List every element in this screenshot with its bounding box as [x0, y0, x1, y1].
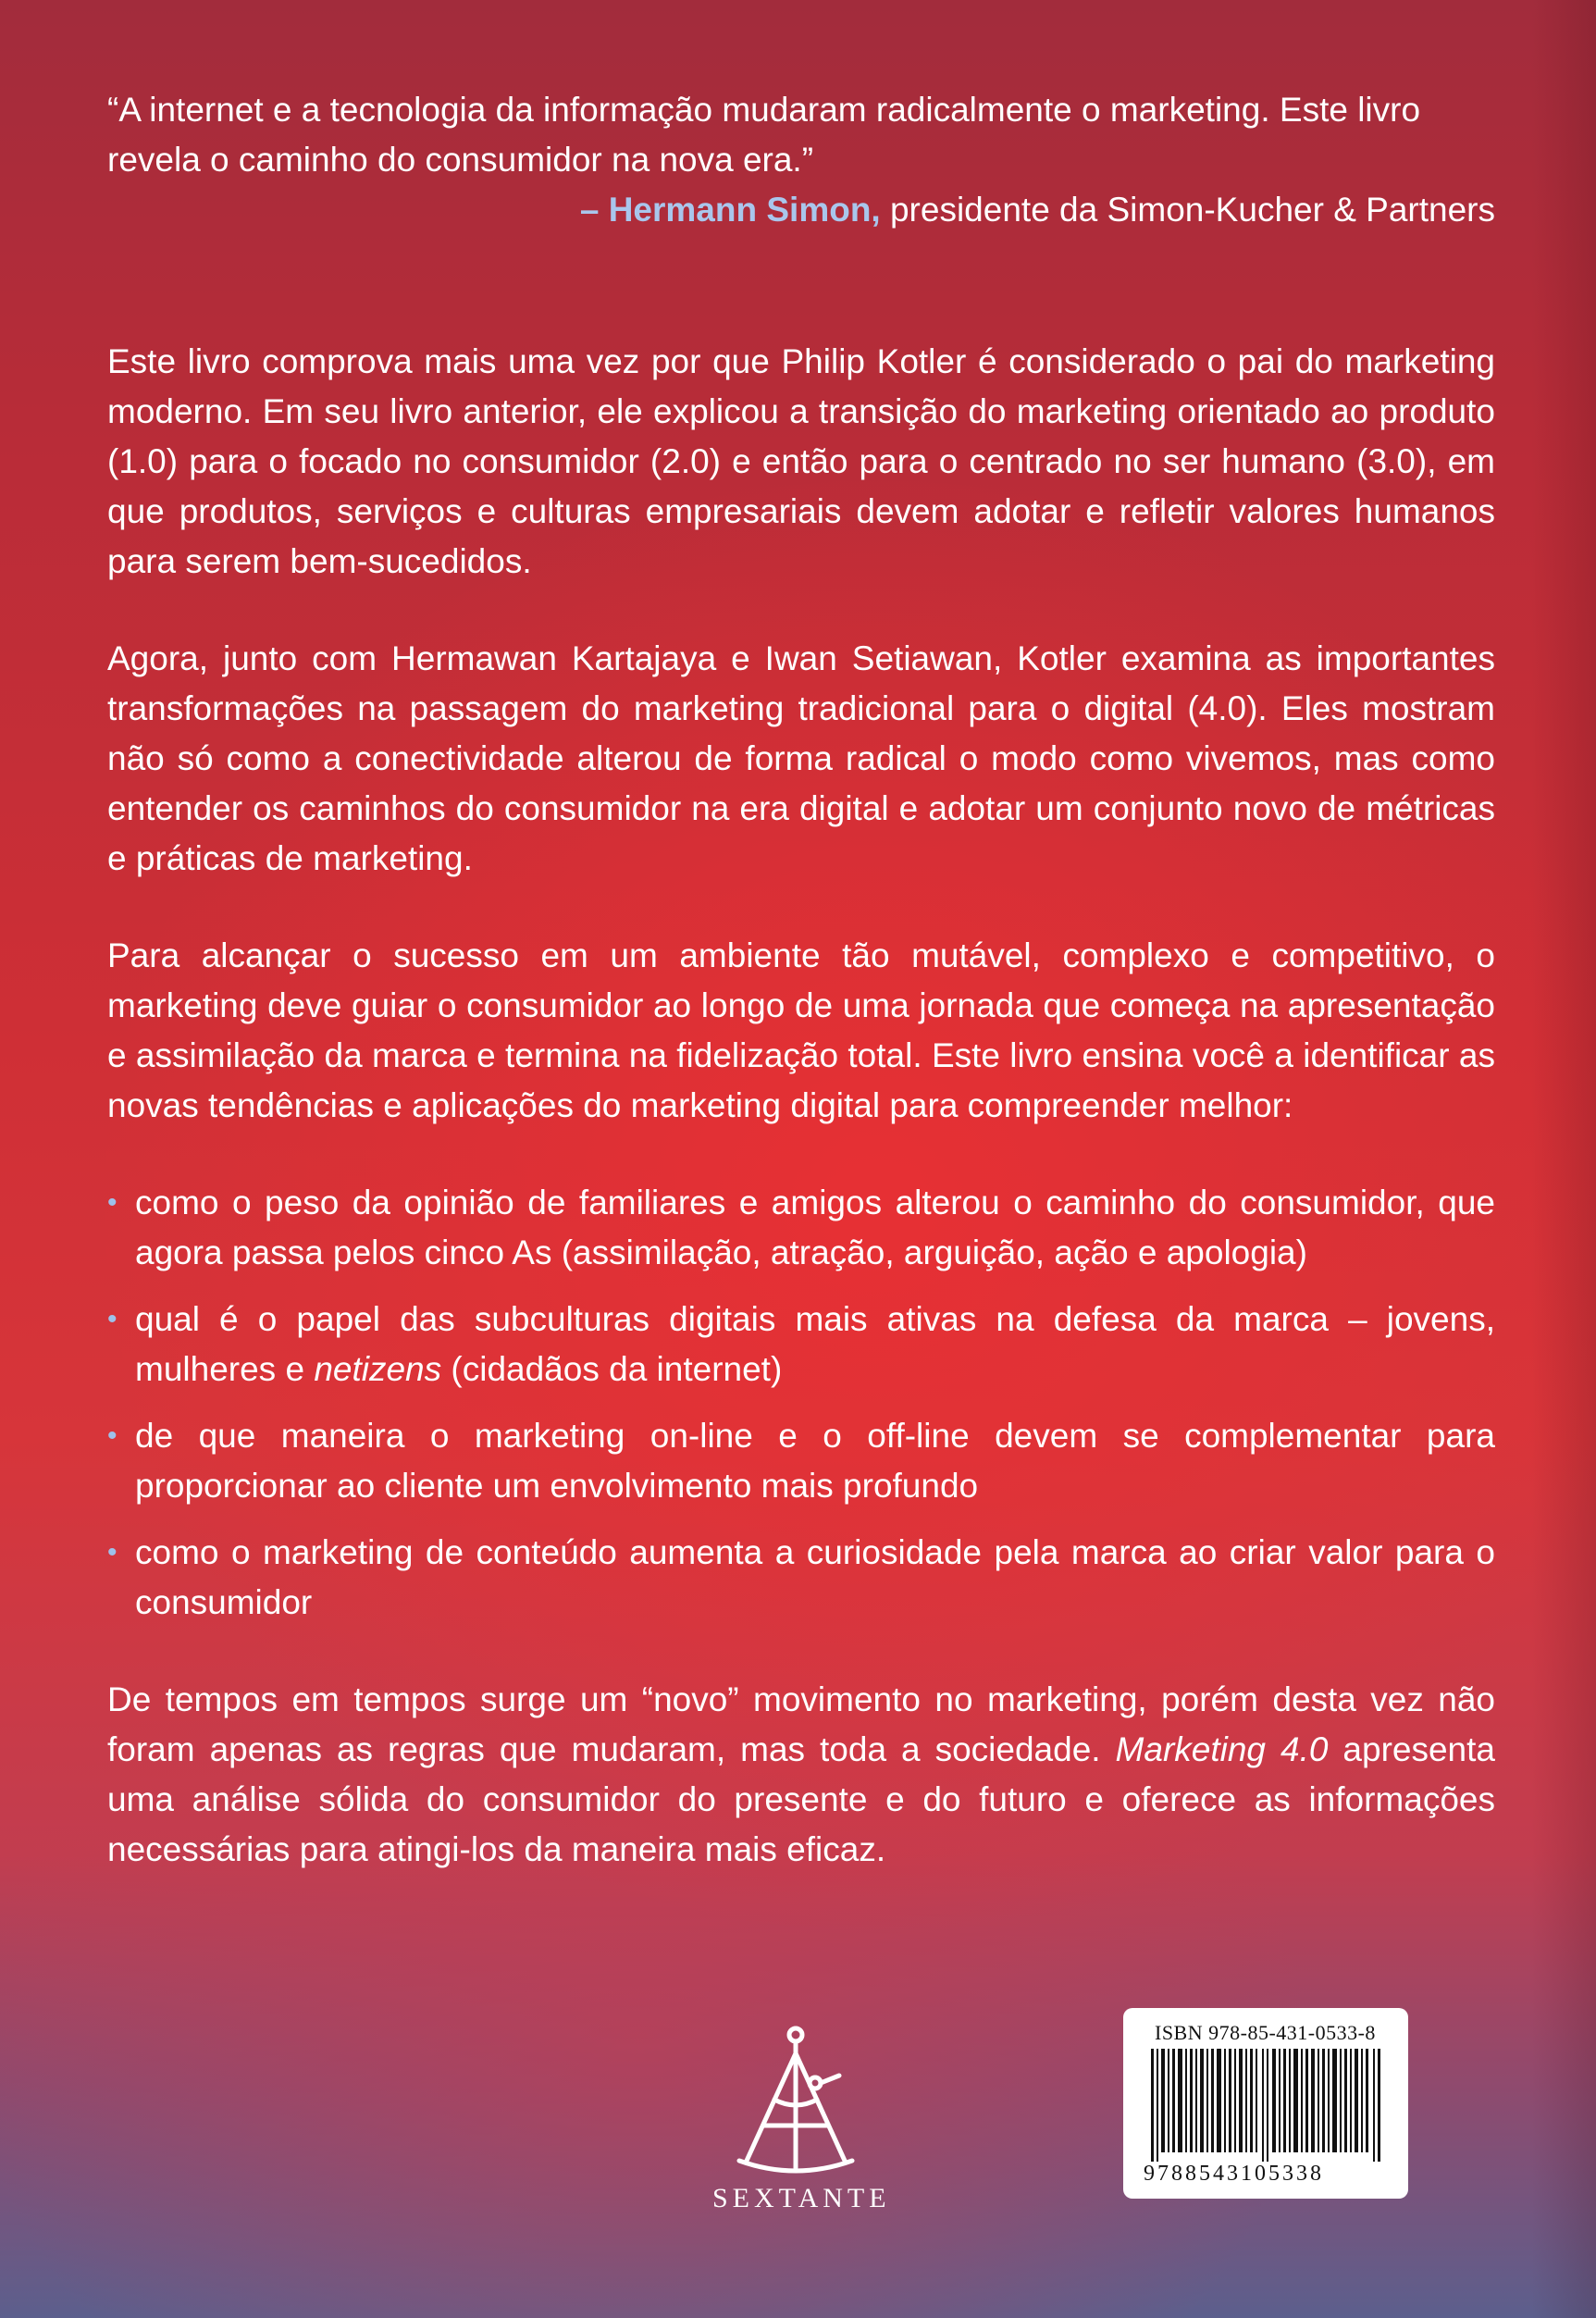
list-item [107, 1528, 1495, 1628]
publisher-name: SEXTANTE [712, 2183, 891, 2213]
description-paragraph-1: Este livro comprova mais uma vez por que Philip Kotler é considerado o pai do marketing moderno. Em seu livro anterior, ele explicou a transição do marketing orientado ao produto (1.0) para o focado no consumidor (2.0) e então para o centrado no ser humano (3.0), em que produtos, serviços e culturas empresariais devem adotar e refletir valores humanos para serem bem-sucedidos. [107, 342, 1495, 580]
closing-paragraph [107, 1675, 1495, 1875]
closing-text: apresenta uma análise sólida do consumidor do presente e do futuro e oferece as informações necessárias para atingi-los da maneira mais eficaz. [107, 1730, 1495, 1868]
bullet-icon: • [107, 1537, 118, 1568]
quote-attribution [107, 185, 1495, 235]
bullet-icon: • [107, 1420, 118, 1451]
barcode-icon [1151, 2049, 1382, 2162]
isbn-label: ISBN 978-85-431-0533-8 [1155, 2021, 1376, 2044]
endorsement-quote [107, 85, 1495, 235]
closing-text: De tempos em tempos surge um “novo” movimento no marketing, porém desta vez não foram apenas as regras que mudaram, mas toda a sociedade. [107, 1680, 1495, 1768]
description-paragraph-3: Para alcançar o sucesso em um ambiente tão mutável, complexo e competitivo, o marketing deve guiar o consumidor ao longo de uma jornada que começa na apresentação e assimilação da marca e termina na fidelização total. Este livro ensina você a identificar as novas tendências e aplicações do marketing digital para compreender melhor: [107, 936, 1495, 1124]
spine-shadow [1531, 0, 1596, 2318]
list-item-italic: netizens [314, 1350, 442, 1388]
bullet-icon: • [107, 1304, 118, 1334]
list-item-text: de que maneira o marketing on-line e o off-line devem se complementar para proporcionar ao cliente um envolvimento mais profundo [135, 1417, 1495, 1505]
list-item [107, 1178, 1495, 1278]
sextant-icon [726, 2022, 865, 2179]
attribution-name: – Hermann Simon, [579, 191, 881, 229]
list-item [107, 1411, 1495, 1511]
description-paragraph-2: Agora, junto com Hermawan Kartajaya e Iwan Setiawan, Kotler examina as importantes transformações na passagem do marketing tradicional para o digital (4.0). Eles mostram não só como a conectividade alterou de forma radical o modo como vivemos, mas como entender os caminhos do consumidor na era digital e adotar um conjunto novo de métricas e práticas de marketing. [107, 639, 1495, 877]
barcode-digits: 9788543105338 [1144, 2162, 1324, 2186]
list-item-text: (cidadãos da internet) [441, 1350, 783, 1388]
list-item [107, 1295, 1495, 1395]
bullet-icon: • [107, 1187, 118, 1218]
attribution-role: presidente da Simon-Kucher & Partners [880, 191, 1495, 229]
isbn-barcode [1123, 2008, 1408, 2199]
topics-list [107, 1178, 1495, 1628]
list-item-text: como o marketing de conteúdo aumenta a curiosidade pela marca ao criar valor para o consumidor [135, 1533, 1495, 1621]
list-item-text: qual é o papel das subculturas digitais mais ativas na defesa da marca – jovens, mulheres e [135, 1300, 1495, 1388]
book-title-italic: Marketing 4.0 [1115, 1730, 1329, 1768]
book-description [107, 337, 1495, 1922]
list-item-text: como o peso da opinião de familiares e amigos alterou o caminho do consumidor, que agora passa pelos cinco As (assimilação, atração, arguição, ação e apologia) [135, 1184, 1495, 1271]
quote-text: “A internet e a tecnologia da informação mudaram radicalmente o marketing. Este livro revela o caminho do consumidor na nova era.” [107, 91, 1421, 179]
publisher-logo [712, 2022, 891, 2221]
